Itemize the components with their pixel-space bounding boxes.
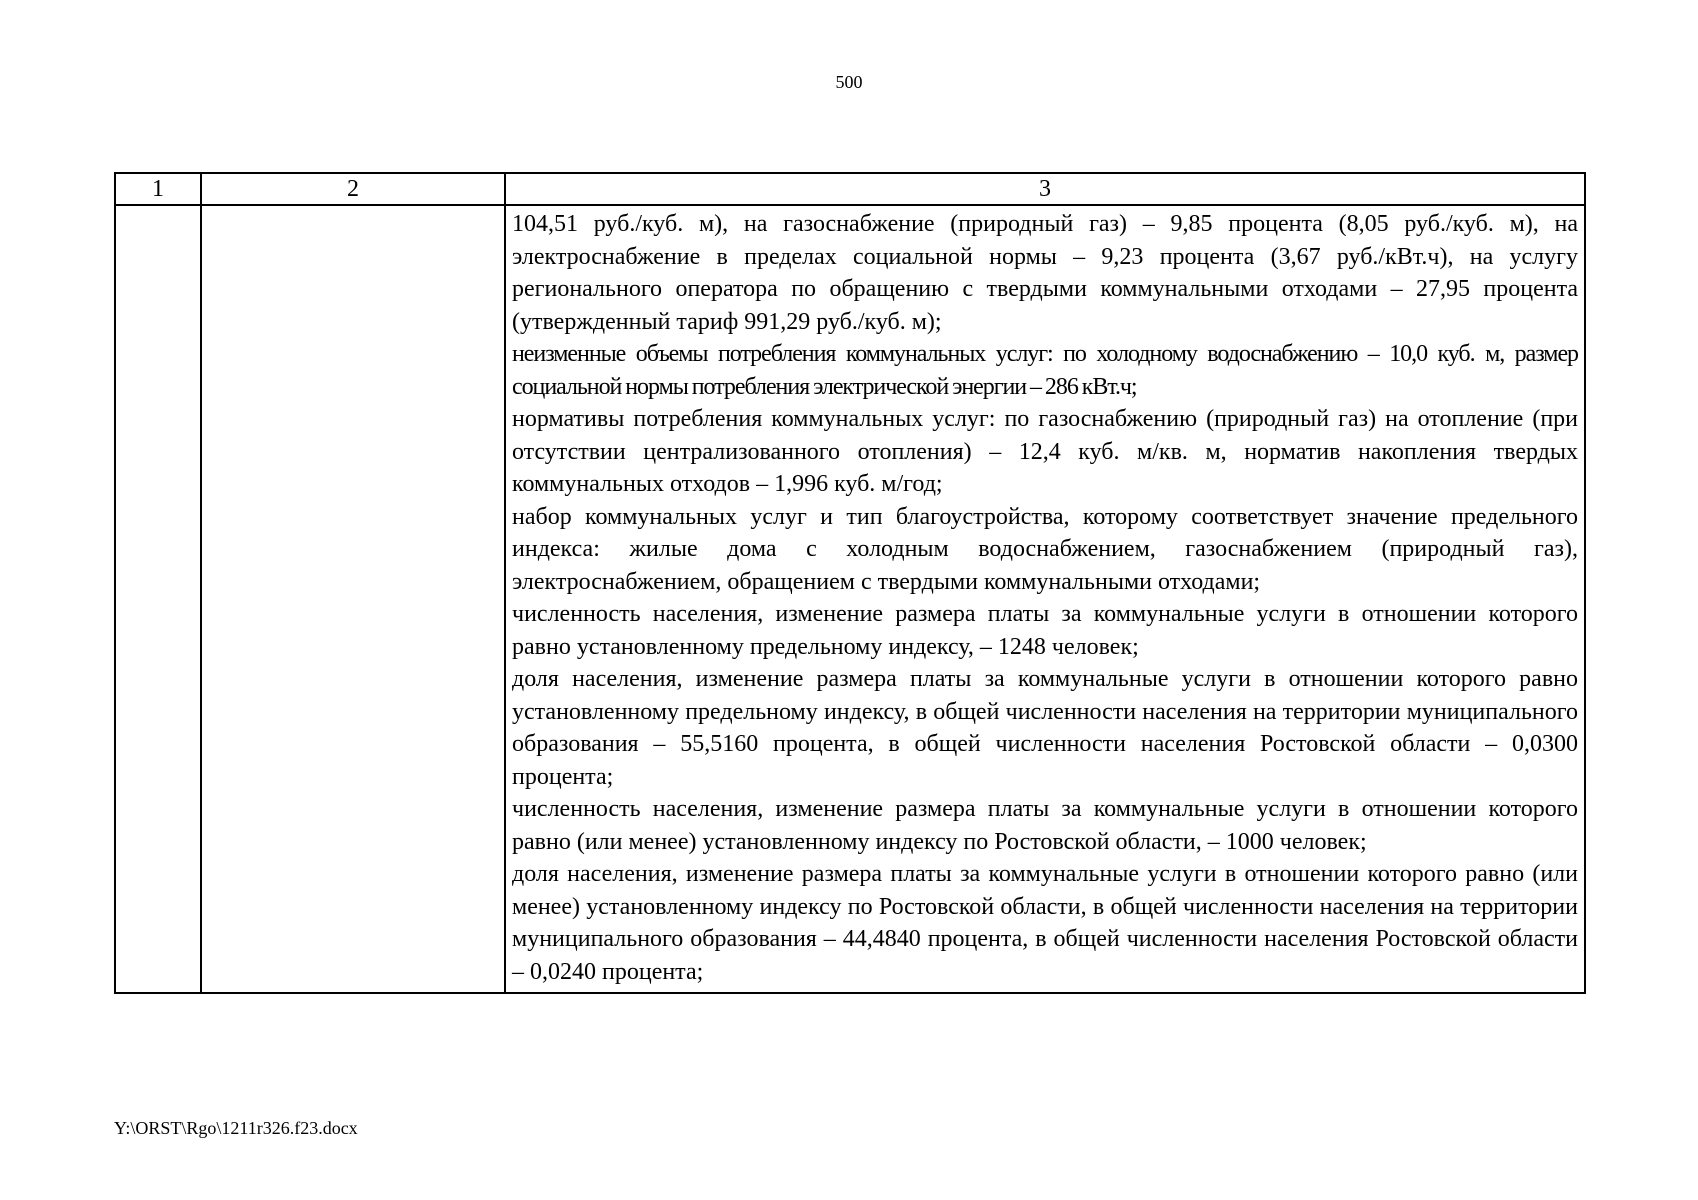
- paragraph-tariffs: 104,51 руб./куб. м), на газоснабжение (природный газ) – 9,85 процента (8,05 руб./куб. м), на электроснабжение в пределах социальной нормы – 9,23 процента (3,67 руб./кВт.ч), на услугу регионального оператора по обращению с твердыми коммунальными отходами – 27,95 процента (утвержденный тариф 991,29 руб./куб. м);: [512, 211, 1578, 335]
- cell-col1: [115, 205, 201, 993]
- column-header-2: 2: [201, 173, 505, 205]
- table-row: [115, 205, 1585, 993]
- footer-file-path: Y:\ORST\Rgo\1211r326.f23.docx: [114, 1118, 358, 1138]
- paragraph-population-limit-index: численность населения, изменение размера платы за коммунальные услуги в отношении которого равно установленному предельному индексу, – 1248 человек;: [512, 601, 1578, 660]
- cell-col2: [201, 205, 505, 993]
- page-number: 500: [835, 72, 863, 92]
- column-header-1: 1: [115, 173, 201, 205]
- paragraph-consumption-norms: нормативы потребления коммунальных услуг: по газоснабжению (природный газ) на отопление (при отсутствии централизованного отопления) – 12,4 куб. м/кв. м, норматив накопления твердых коммунальных отходов – 1,996 куб. м/год;: [512, 406, 1578, 497]
- document-table: [114, 172, 1586, 994]
- cell-col3: [505, 205, 1585, 993]
- paragraph-consumption-volumes: неизменные объемы потребления коммунальных услуг: по холодному водоснабжению – 10,0 куб. м, размер социальной нормы потребления электрической энергии – 286 кВт.ч;: [512, 341, 1578, 400]
- paragraph-population-share-region-index: доля населения, изменение размера платы за коммунальные услуги в отношении которого равно (или менее) установленному индексу по Ростовской области, в общей численности населения на территории муниципального образования – 44,4840 процента, в общей численности населения Ростовской области – 0,0240 процента;: [512, 861, 1578, 985]
- column-header-3: 3: [505, 173, 1585, 205]
- table-header-row: [115, 173, 1585, 205]
- paragraph-services-set: набор коммунальных услуг и тип благоустройства, которому соответствует значение предельного индекса: жилые дома с холодным водоснабжением, газоснабжением (природный газ), электроснабжением, обращением с твердыми коммунальными отходами;: [512, 503, 1578, 595]
- paragraph-population-share-limit-index: доля населения, изменение размера платы за коммунальные услуги в отношении которого равно установленному предельному индексу, в общей численности населения на территории муниципального образования – 55,5160 процента, в общей численности населения Ростовской области – 0,0300 процента;: [512, 666, 1578, 790]
- paragraph-population-region-index: численность населения, изменение размера платы за коммунальные услуги в отношении которого равно (или менее) установленному индексу по Ростовской области, – 1000 человек;: [512, 796, 1578, 855]
